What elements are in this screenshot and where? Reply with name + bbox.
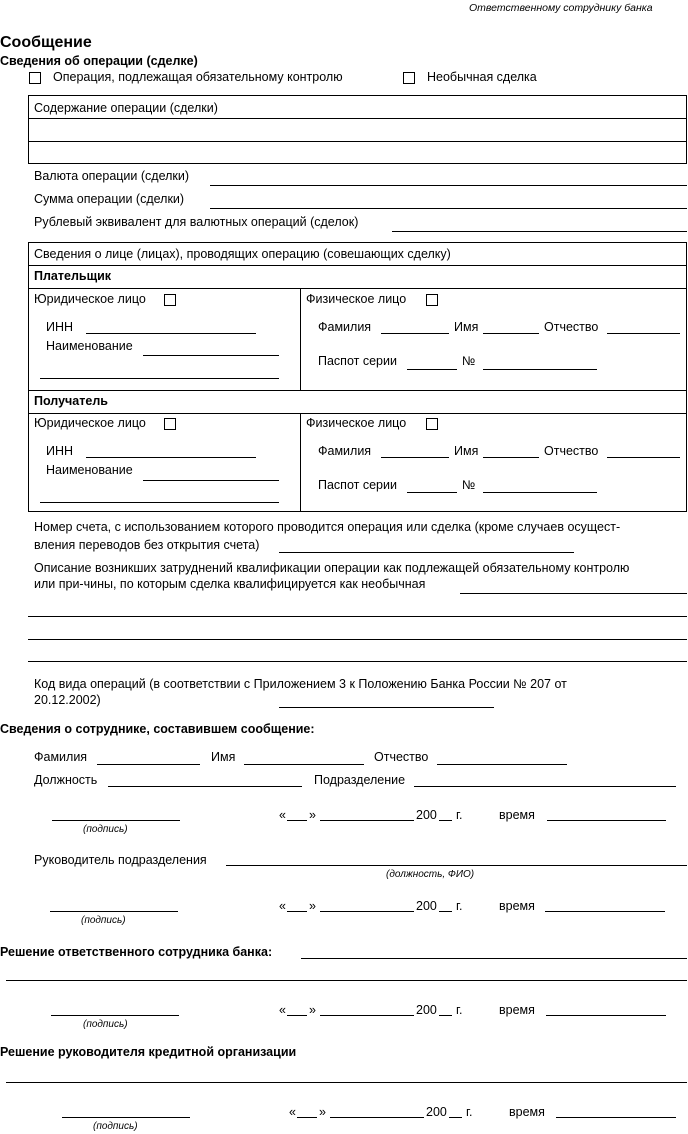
recipient-name-label: Наименование (46, 463, 133, 477)
employee-position-label: Должность (34, 773, 98, 787)
difficulties-field-3[interactable] (28, 639, 687, 640)
payer-firstname-label: Имя (454, 320, 479, 334)
payer-name-field[interactable] (143, 355, 279, 356)
addressee: Ответственному сотруднику банка (469, 2, 653, 14)
recipient-legal-checkbox[interactable] (164, 418, 176, 430)
date-month-field[interactable] (330, 1117, 424, 1118)
sum-field[interactable] (210, 208, 687, 209)
employee-department-label: Подразделение (314, 773, 406, 787)
date-quote-open: « (279, 808, 286, 822)
position-fio-caption: (должность, ФИО) (386, 869, 475, 880)
content-label: Содержание операции (сделки) (34, 101, 218, 115)
employee-position-field[interactable] (108, 786, 302, 787)
divider (28, 288, 687, 289)
date-month-field[interactable] (320, 820, 414, 821)
head-of-org-decision-heading: Решение руководителя кредитной организации (0, 1045, 297, 1059)
content-field-2[interactable] (34, 144, 682, 160)
bank-officer-decision-heading: Решение ответственного сотрудника банка: (0, 945, 273, 959)
date-day-field[interactable] (297, 1117, 317, 1118)
employee-heading: Сведения о сотруднике, составившем сообщение: (0, 722, 315, 736)
date-year-prefix: 200 (416, 899, 437, 913)
employee-surname-label: Фамилия (34, 750, 88, 764)
recipient-individual-label: Физическое лицо (306, 416, 407, 430)
date-month-field[interactable] (320, 911, 414, 912)
divider (28, 413, 687, 414)
date-year-suffix: г. (466, 1105, 473, 1119)
time-label: время (499, 899, 535, 913)
time-field[interactable] (547, 820, 666, 821)
recipient-patronymic-field[interactable] (607, 457, 680, 458)
code-text-line1: Код вида операций (в соответствии с Приложением 3 к Положению Банка России № 207 от (34, 677, 567, 691)
date-year-field[interactable] (439, 911, 452, 912)
recipient-individual-checkbox[interactable] (426, 418, 438, 430)
recipient-name-field-2[interactable] (40, 502, 279, 503)
date-day-field[interactable] (287, 1015, 307, 1016)
divider (28, 118, 687, 119)
payer-passport-label: Паспот серии (318, 354, 397, 368)
difficulties-text-line1: Описание возникших затруднений квалификации операции как подлежащей обязательному контролю (34, 561, 630, 575)
payer-passport-series-field[interactable] (407, 369, 457, 370)
sum-label: Сумма операции (сделки) (34, 192, 185, 206)
difficulties-text-line2: или при-чины, по которым сделка квалифицируется как необычная (34, 577, 426, 591)
time-label: время (499, 808, 535, 822)
content-field-1[interactable] (34, 122, 682, 138)
payer-name-field-2[interactable] (40, 378, 279, 379)
employee-signature-field[interactable] (52, 820, 180, 821)
employee-patronymic-field[interactable] (437, 764, 567, 765)
recipient-firstname-field[interactable] (483, 457, 539, 458)
date-quote-close: » (319, 1105, 326, 1119)
employee-department-field[interactable] (414, 786, 676, 787)
difficulties-field-2[interactable] (28, 616, 687, 617)
date-year-suffix: г. (456, 899, 463, 913)
date-quote-open: « (289, 1105, 296, 1119)
mandatory-control-checkbox[interactable] (29, 72, 41, 84)
date-quote-open: « (279, 1003, 286, 1017)
ruble-equiv-label: Рублевый эквивалент для валютных операций (сделок) (34, 215, 359, 229)
date-year-suffix: г. (456, 1003, 463, 1017)
payer-patronymic-field[interactable] (607, 333, 680, 334)
employee-surname-field[interactable] (97, 764, 200, 765)
time-field[interactable] (546, 1015, 666, 1016)
payer-firstname-field[interactable] (483, 333, 539, 334)
payer-individual-checkbox[interactable] (426, 294, 438, 306)
payer-inn-field[interactable] (86, 333, 256, 334)
date-quote-close: » (309, 808, 316, 822)
head-of-department-label: Руководитель подразделения (34, 853, 207, 867)
date-year-prefix: 200 (416, 808, 437, 822)
unusual-deal-checkbox[interactable] (403, 72, 415, 84)
payer-legal-label: Юридическое лицо (34, 292, 146, 306)
difficulties-field-4[interactable] (28, 661, 687, 662)
recipient-inn-label: ИНН (46, 444, 74, 458)
date-quote-open: « (279, 899, 286, 913)
code-text-line2: 20.12.2002) (34, 693, 101, 707)
employee-firstname-label: Имя (211, 750, 236, 764)
recipient-passport-number-field[interactable] (483, 492, 597, 493)
divider (28, 390, 687, 391)
employee-firstname-field[interactable] (244, 764, 364, 765)
bank-officer-decision-field-1[interactable] (301, 958, 687, 959)
payer-inn-label: ИНН (46, 320, 74, 334)
divider (28, 141, 687, 142)
time-field[interactable] (545, 911, 665, 912)
date-year-field[interactable] (439, 1015, 452, 1016)
signature-caption: (подпись) (83, 1019, 128, 1030)
date-day-field[interactable] (287, 911, 307, 912)
date-month-field[interactable] (320, 1015, 414, 1016)
bank-officer-decision-field-2[interactable] (6, 980, 687, 981)
payer-individual-label: Физическое лицо (306, 292, 407, 306)
date-day-field[interactable] (287, 820, 307, 821)
bank-officer-signature-field[interactable] (51, 1015, 179, 1016)
mandatory-control-label: Операция, подлежащая обязательному контролю (53, 70, 343, 84)
head-signature-field[interactable] (50, 911, 178, 912)
signature-caption: (подпись) (93, 1121, 138, 1132)
date-year-suffix: г. (456, 808, 463, 822)
signature-caption: (подпись) (83, 824, 128, 835)
divider (300, 288, 301, 390)
payer-surname-field[interactable] (381, 333, 449, 334)
account-text-line1: Номер счета, с использованием которого проводится операция или сделка (кроме случаев осущест- (34, 520, 621, 534)
signature-caption: (подпись) (81, 915, 126, 926)
payer-patronymic-label: Отчество (544, 320, 599, 334)
head-of-department-field[interactable] (226, 865, 687, 866)
recipient-legal-label: Юридическое лицо (34, 416, 146, 430)
time-label: время (499, 1003, 535, 1017)
page-title: Сообщение (0, 34, 92, 51)
recipient-inn-field[interactable] (86, 457, 256, 458)
recipient-firstname-label: Имя (454, 444, 479, 458)
payer-number-sign: № (462, 354, 476, 368)
payer-name-label: Наименование (46, 339, 133, 353)
recipient-surname-field[interactable] (381, 457, 449, 458)
parties-heading: Сведения о лице (лицах), проводящих операцию (совешающих сделку) (34, 247, 451, 261)
date-year-prefix: 200 (416, 1003, 437, 1017)
code-field[interactable] (279, 707, 494, 708)
recipient-number-sign: № (462, 478, 476, 492)
head-of-org-signature-field[interactable] (62, 1117, 190, 1118)
date-year-prefix: 200 (426, 1105, 447, 1119)
divider (28, 265, 687, 266)
recipient-passport-series-field[interactable] (407, 492, 457, 493)
date-quote-close: » (309, 1003, 316, 1017)
unusual-deal-label: Необычная сделка (427, 70, 537, 84)
payer-heading: Плательщик (34, 269, 112, 283)
recipient-patronymic-label: Отчество (544, 444, 599, 458)
employee-patronymic-label: Отчество (374, 750, 429, 764)
account-number-field[interactable] (279, 552, 574, 553)
divider (300, 413, 301, 512)
recipient-heading: Получатель (34, 394, 108, 408)
currency-label: Валюта операции (сделки) (34, 169, 190, 183)
payer-surname-label: Фамилия (318, 320, 372, 334)
operation-heading: Сведения об операции (сделке) (0, 54, 198, 68)
time-label: время (509, 1105, 545, 1119)
head-of-org-decision-field[interactable] (6, 1082, 687, 1083)
ruble-equiv-field[interactable] (392, 231, 687, 232)
recipient-passport-label: Паспот серии (318, 478, 397, 492)
currency-field[interactable] (210, 185, 687, 186)
difficulties-field-1[interactable] (460, 593, 687, 594)
date-year-field[interactable] (439, 820, 452, 821)
account-text-line2: вления переводов без открытия счета) (34, 538, 260, 552)
recipient-name-field[interactable] (143, 480, 279, 481)
payer-legal-checkbox[interactable] (164, 294, 176, 306)
payer-passport-number-field[interactable] (483, 369, 597, 370)
recipient-surname-label: Фамилия (318, 444, 372, 458)
date-quote-close: » (309, 899, 316, 913)
time-field[interactable] (556, 1117, 676, 1118)
date-year-field[interactable] (449, 1117, 462, 1118)
